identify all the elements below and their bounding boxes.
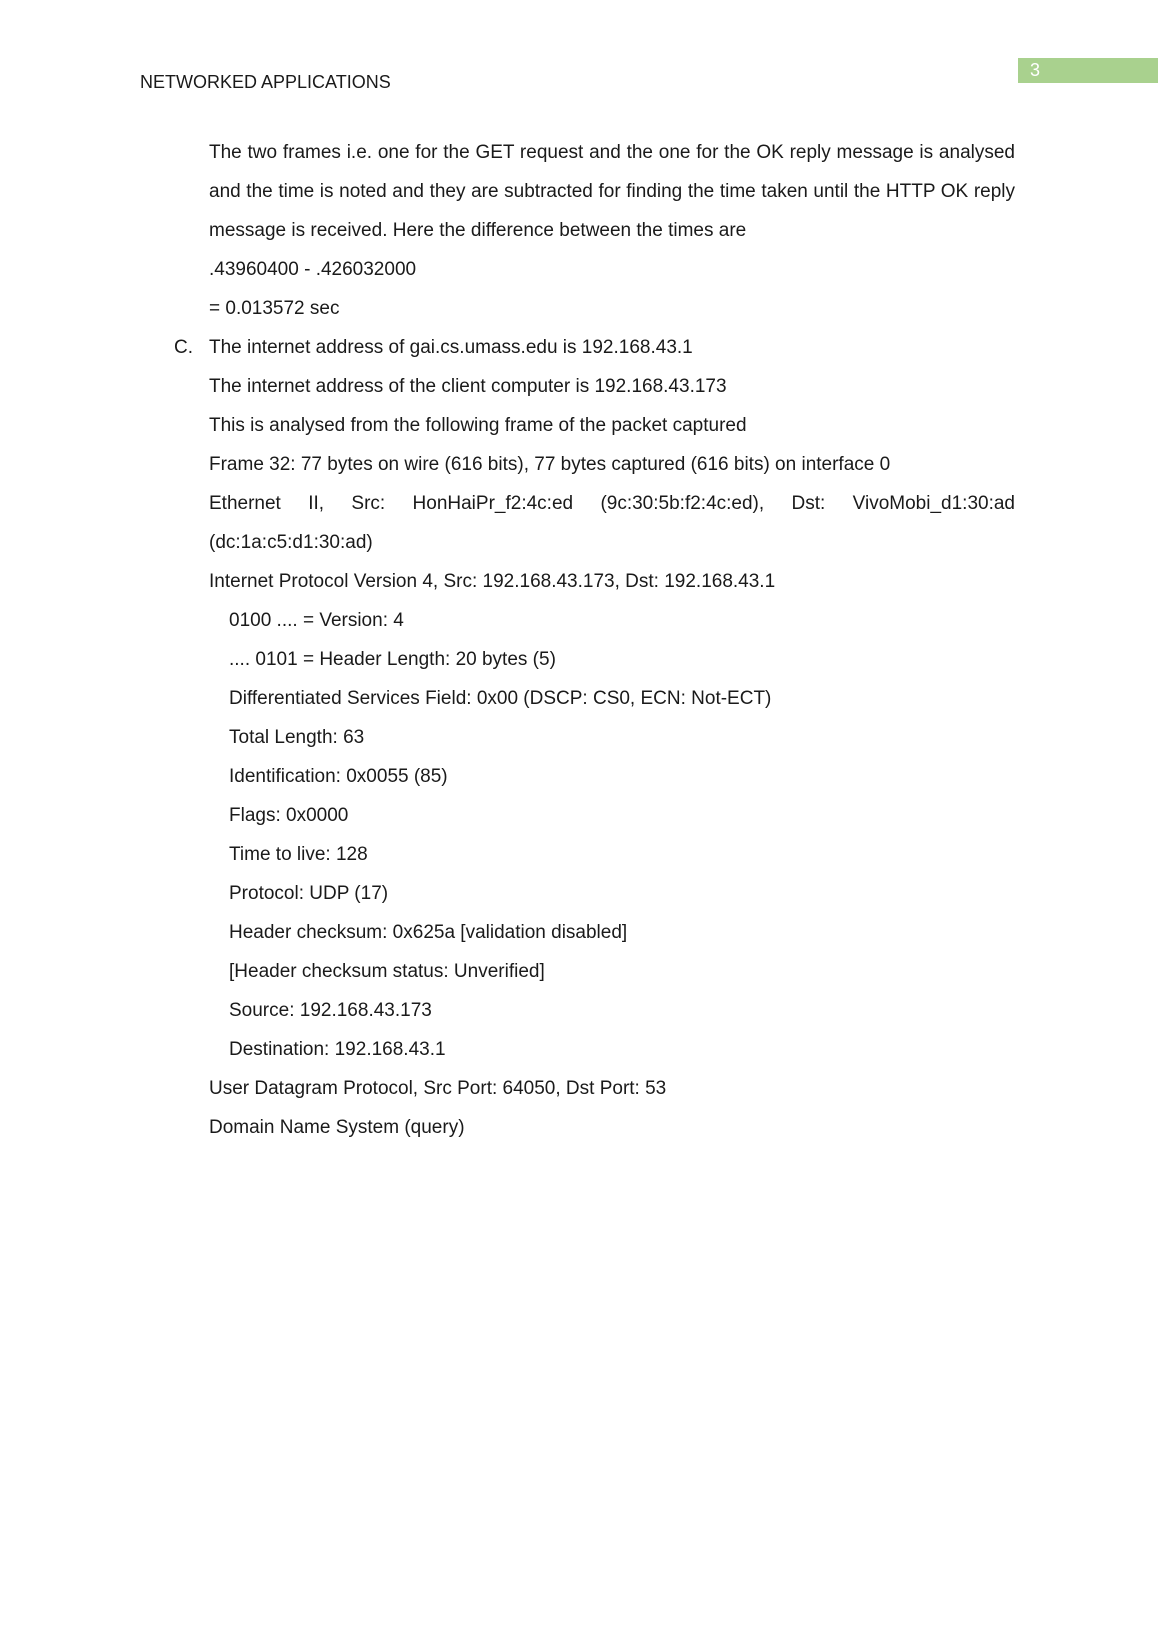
ip-field: Header checksum: 0x625a [validation disabled] [229,922,628,943]
ip-field: Protocol: UDP (17) [229,883,389,904]
time-result: = 0.013572 sec [209,298,340,319]
ip-line: Internet Protocol Version 4, Src: 192.168.43.173, Dst: 192.168.43.1 [209,571,776,592]
ip-field: Identification: 0x0055 (85) [229,766,448,787]
ip-field: 0100 .... = Version: 4 [229,610,404,631]
document-body [174,133,1015,1147]
ip-field: Flags: 0x0000 [229,805,349,826]
intro-paragraph: The two frames i.e. one for the GET request and the one for the OK reply message is analysed and the time is noted and they are subtracted for finding the time taken until the HTTP OK reply message is received. Here the difference between the times are [209,142,1015,241]
list-item-c [174,328,1015,367]
dns-line: Domain Name System (query) [209,1117,465,1138]
client-address-line: The internet address of the client computer is 192.168.43.173 [209,376,727,397]
ip-field: Source: 192.168.43.173 [229,1000,432,1021]
page-number: 3 [1030,60,1041,80]
ip-field: .... 0101 = Header Length: 20 bytes (5) [229,649,556,670]
frame-line: Frame 32: 77 bytes on wire (616 bits), 77 bytes captured (616 bits) on interface 0 [209,454,891,475]
ip-field: Differentiated Services Field: 0x00 (DSCP: CS0, ECN: Not-ECT) [229,688,772,709]
analysis-note: This is analysed from the following frame of the packet captured [209,415,747,436]
list-marker: C. [174,337,193,358]
server-address-line: The internet address of gai.cs.umass.edu is 192.168.43.1 [209,337,693,358]
udp-line: User Datagram Protocol, Src Port: 64050, Dst Port: 53 [209,1078,667,1099]
ip-fields [209,601,1015,1069]
ip-field: [Header checksum status: Unverified] [229,961,545,982]
time-calculation: .43960400 - .426032000 [209,259,417,280]
ip-field: Time to live: 128 [229,844,368,865]
ip-field: Total Length: 63 [229,727,365,748]
ip-field: Destination: 192.168.43.1 [229,1039,446,1060]
running-head: NETWORKED APPLICATIONS [140,72,391,92]
ethernet-line: Ethernet II, Src: HonHaiPr_f2:4c:ed (9c:30:5b:f2:4c:ed), Dst: VivoMobi_d1:30:ad (dc:1a:c5:d1:30:ad) [209,493,1015,553]
